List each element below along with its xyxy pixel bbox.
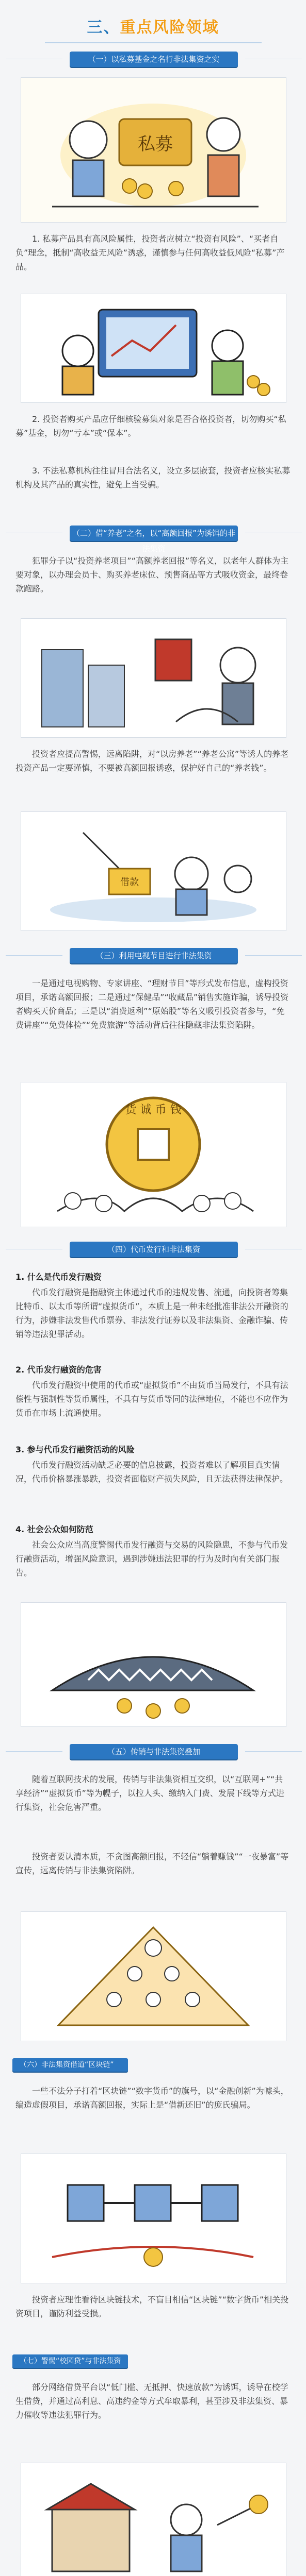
subsection-4-item-4-title: 4. 社会公众如何防范 <box>15 1524 93 1534</box>
blockchain-trap-cartoon <box>21 2154 286 2283</box>
subsection-1-paragraph-1: 1. 私募产品具有高风险属性，投资者应树立“投资有风险”、“买者自负”理念，抵制“高收益无风险”诱惑，谨慎参与任何高收益低风险“私募”产品。 <box>15 234 285 272</box>
pyramid-scheme-cartoon <box>21 1912 286 2041</box>
illustration-campus-loan <box>21 2463 286 2576</box>
subsection-4-item-3-text: 代币发行融资活动缺乏必要的信息披露，投资者难以了解项目真实情况，代币价格暴涨暴跌，投资者面临财产损失风险，且无法获得法律保护。 <box>15 1460 288 1484</box>
illustration-pension-trap <box>21 618 286 738</box>
illustration-loan-bait <box>21 811 286 931</box>
screen-scam-cartoon <box>21 294 286 402</box>
subsection-5-banner: （五）传销与非法集资叠加 <box>70 1744 238 1759</box>
private-fund-cartoon <box>21 78 286 222</box>
subsection-2-paragraph-2: 投资者应提高警惕，远离陷阱，对“以房养老”“养老公寓”等诱人的养老投资产品一定要谨慎，不要被高额回报诱惑，保护好自己的“养老钱”。 <box>15 749 289 773</box>
subsection-3-paragraph-1: 一是通过电视购物、专家讲座、“理财节目”等形式发布信息，虚构投资项目，承诺高额回报；二是通过“保健品”“收藏品”销售实施诈骗，诱导投资者购买天价商品；三是以“消费返利”“原始股”等名义吸引投资者参与，“免费讲座”“免费体检”“免费旅游”等活动背后往往隐藏非法集资陷阱。 <box>15 978 289 1030</box>
subsection-4-item-3-title: 3. 参与代币发行融资活动的风险 <box>15 1445 135 1454</box>
illustration-pyramid-scheme <box>21 1911 286 2041</box>
section-3-title <box>0 14 306 37</box>
section-3-header <box>0 14 306 43</box>
illustration-blockchain-trap <box>21 2154 286 2283</box>
loan-bait-cartoon <box>21 812 286 930</box>
subsection-1-banner: （一）以私募基金之名行非法集资之实 <box>70 52 238 67</box>
illustration-private-fund <box>21 77 286 223</box>
subsection-4-banner: （四）代币发行和非法集资 <box>70 1242 238 1257</box>
subsection-2-banner: （二）借“养老”之名，以“高额回报”为诱饵的非法集资 <box>70 526 238 541</box>
subsection-3-banner: （三）利用电视节目进行非法集资 <box>70 948 238 963</box>
loan-bait-sign: 借款 <box>120 877 139 888</box>
private-fund-sign: 私募 <box>138 134 173 155</box>
illustration-coin-trap <box>21 1082 286 1227</box>
subsection-5-paragraph-2: 投资者要认清本质，不贪图高额回报，不轻信“躺着赚钱”“一夜暴富”等宣传，远离传销与非法集资陷阱。 <box>15 1852 289 1875</box>
subsection-4-item-4-text: 社会公众应当高度警惕代币发行融资与交易的风险隐患，不参与代币发行融资活动，增强风险意识，遇到涉嫌违法犯罪的行为及时向有关部门报告。 <box>15 1540 288 1578</box>
campus-loan-cartoon <box>21 2463 286 2576</box>
pension-trap-cartoon <box>21 619 286 737</box>
subsection-6-banner: （六）非法集资借道“区块链” <box>12 2058 128 2072</box>
coin-trap-cartoon <box>21 1082 286 1227</box>
subsection-2-paragraph-1: 犯罪分子以“投资养老项目”“高额养老回报”等名义，以老年人群体为主要对象，以办理会员卡、购买养老床位、预售商品等方式吸收资金，最终卷款跑路。 <box>15 556 289 594</box>
illustration-screen-scam <box>21 294 286 403</box>
subsection-4-item-2-title: 2. 代币发行融资的危害 <box>15 1365 102 1375</box>
subsection-6-paragraph-2: 投资者应理性看待区块链技术，不盲目相信“区块链”“数字货币”相关投资项目，谨防利益受损。 <box>15 2295 289 2318</box>
section-3-title-text: 重点风险领域 <box>120 19 219 37</box>
subsection-1-paragraph-3: 3. 不法私募机构往往冒用合法名义，设立多层嵌套，投资者应核实私募机构及其产品的真实性，避免上当受骗。 <box>15 466 291 489</box>
subsection-1-paragraph-2: 2. 投资者购买产品应仔细核验募集对象是否合格投资者，切勿购买“私募”基金，切勿“亏本”或“保本”。 <box>15 414 286 438</box>
token-shark-cartoon <box>21 1603 286 1726</box>
subsection-6-paragraph-1: 一些不法分子打着“区块链”“数字货币”的旗号，以“金融创新”为噱头，编造虚假项目，承诺高额回报，实际上是“借新还旧”的庞氏骗局。 <box>15 2086 289 2110</box>
subsection-5-paragraph-1: 随着互联网技术的发展，传销与非法集资相互交织，以“互联网+”“共享经济”“虚拟货币”等为幌子，以拉人头、缴纳入门费、发展下线等方式进行集资，社会危害严重。 <box>15 1774 284 1812</box>
section-3-number: 三、 <box>87 19 120 37</box>
subsection-7-banner: （七）警惕“校园贷”与非法集资 <box>12 2354 128 2368</box>
subsection-7-paragraph-1: 部分网络借贷平台以“低门槛、无抵押、快速放款”为诱饵，诱导在校学生借贷，并通过高利息、高违约金等方式牟取暴利，甚至涉及非法集资、暴力催收等违法犯罪行为。 <box>15 2382 288 2420</box>
illustration-token-shark <box>21 1602 286 1727</box>
coin-inscription: 货 诚 币 钱 <box>125 1104 182 1116</box>
section-3-divider <box>45 42 262 43</box>
subsection-4-item-2-text: 代币发行融资中使用的代币或“虚拟货币”不由货币当局发行，不具有法偿性与强制性等货币属性，不具有与货币等同的法律地位，不能也不应作为货币在市场上流通使用。 <box>15 1380 288 1418</box>
subsection-4-item-1-text: 代币发行融资是指融资主体通过代币的违规发售、流通，向投资者筹集比特币、以太币等所谓“虚拟货币”，本质上是一种未经批准非法公开融资的行为，涉嫌非法发售代币票券、非法发行证券以及非法集资、金融诈骗、传销等违法犯罪活动。 <box>15 1287 288 1339</box>
subsection-4-item-1-title: 1. 什么是代币发行融资 <box>15 1272 102 1282</box>
